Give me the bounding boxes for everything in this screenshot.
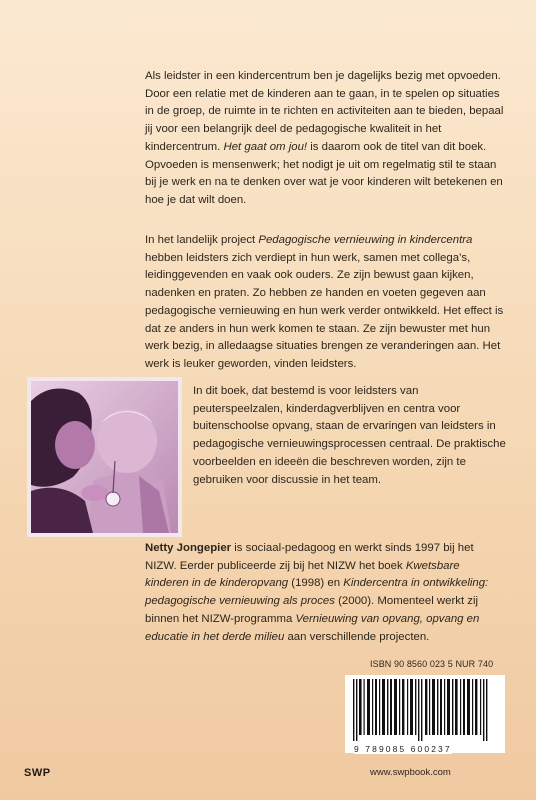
- previous-book-1: Kwetsbare kinderen in de kinderopvang: [145, 559, 460, 590]
- intro-text: Als leidster in een kindercentrum ben je dagelijks bezig met opvoeden. Door een relatie met de kinderen aan te gaan, in te spelen op situaties in de groep, de ruimte in te richten en activiteiten aan te bieden, bepaal jij voor een belangrijk deel de pedagogische kwaliteit in het kindercentrum.: [145, 70, 504, 153]
- book-description: In dit boek, dat bestemd is voor leidsters van peuterspeelzalen, kinderdagverblijven en centra voor buitenschoolse opvang, staan de ervaringen van leidsters in pedagogische vernieuwingsprocessen centraal. De praktische voorbeelden en ideeën die beschreven worden, zijn te gebruiken voor discussie in het team.: [193, 385, 506, 486]
- author-text-3: (2000). Momenteel werkt zij binnen het NIZW-programma: [145, 595, 479, 625]
- author-text-2: (1998) en: [288, 577, 344, 590]
- project-text-end: hebben leidsters zich verdiept in hun werk, samen met collega’s, leidinggevenden en vaak ook ouders. Ze zijn bewust gaan kijken, nadenken en praten. Zo hebben ze handen en voeten gegeven aan pedagogische vernieuwing en hun werk verder ontwikkeld. Het effect is dat ze anders in hun werk komen te staan. Ze zijn bewuster met hun werk bezig, in alledaagse situaties brengen ze veranderingen aan. Het werk is leuker geworden, vinden leidsters.: [145, 251, 504, 370]
- intro-paragraph: [145, 68, 505, 210]
- publisher-logo: SWP: [24, 767, 51, 779]
- programme-name: Vernieuwing van opvang, opvang en educatie in het derde milieu: [145, 612, 480, 643]
- isbn-line: ISBN 90 8560 023 5 NUR 740: [370, 659, 494, 669]
- author-bio: [145, 540, 505, 646]
- project-text: In het landelijk project: [145, 234, 259, 246]
- author-name: Netty Jongepier: [145, 542, 232, 554]
- barcode-digits: 9 789085 600237: [354, 744, 452, 754]
- cover-photo: [27, 377, 182, 537]
- author-text: is sociaal-pedagoog en werkt sinds 1997 bij het NIZW. Eerder publiceerde zij bij het NIZW het boek: [145, 542, 474, 572]
- barcode-bars: [345, 675, 505, 741]
- publisher-website[interactable]: www.swpbook.com: [370, 767, 451, 778]
- barcode: [345, 675, 505, 753]
- author-text-end: aan verschillende projecten.: [284, 630, 430, 643]
- book-title-inline: Het gaat om jou!: [223, 140, 308, 153]
- project-name: Pedagogische vernieuwing in kindercentra: [258, 234, 473, 246]
- previous-book-2: Kindercentra in ontwikkeling: pedagogische vernieuwing als proces: [145, 577, 489, 608]
- intro-text-end: is daarom ook de titel van dit boek. Opvoeden is mensenwerk; het nodigt je uit om regelmatig stil te staan bij je werk en na te denken over wat je voor kinderen wilt betekenen en hoe je dat wilt doen.: [145, 140, 503, 206]
- project-paragraph: [145, 232, 505, 374]
- photo-woman-and-child: [31, 381, 178, 533]
